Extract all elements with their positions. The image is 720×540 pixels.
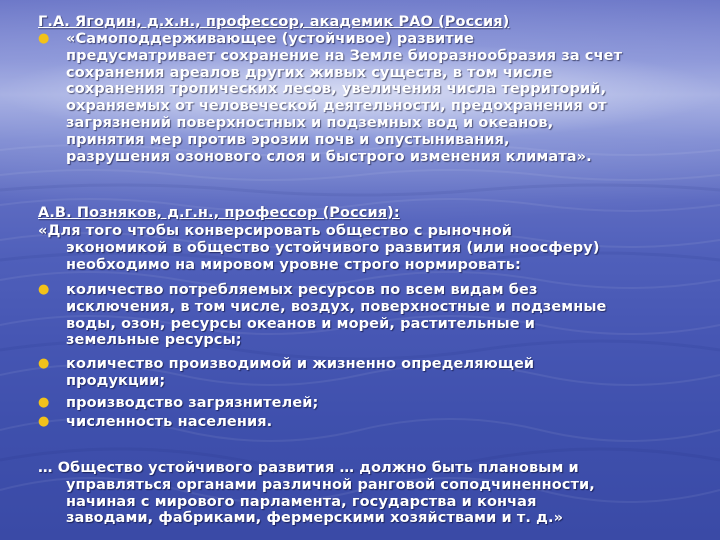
closing-quote-text: … Общество устойчивого развития … должно быть плановым и управляться органами различной ранговой соподчиненности, начиная с мирового парламента, государства и кончая заводами, фабриками, фермерскими хозяйствами и т. д.» xyxy=(38,460,595,527)
bullet-dot-icon: ● xyxy=(38,414,50,429)
closing-quote xyxy=(38,460,698,527)
norm-list-item xyxy=(38,414,698,431)
norm-list-item xyxy=(38,282,698,349)
bullet-dot-icon: ● xyxy=(38,282,50,297)
yagodin-quote xyxy=(38,31,698,165)
norm-item-production: количество производимой и жизненно определяющей продукции; xyxy=(66,356,535,389)
poznyakov-intro xyxy=(38,223,698,273)
norm-list-item xyxy=(38,356,698,390)
bullet-dot-icon: ● xyxy=(38,31,50,46)
norm-item-pollutants: производство загрязнителей; xyxy=(66,395,319,411)
author-heading-poznyakov: А.В. Позняков, д.г.н., профессор (Россия): xyxy=(38,205,400,221)
author-heading-yagodin: Г.А. Ягодин, д.х.н., профессор, академик РАО (Россия) xyxy=(38,14,510,30)
norm-item-resources: количество потребляемых ресурсов по всем видам без исключения, в том числе, воздух, поверхностные и подземные воды, озон, ресурсы океанов и морей, растительные и земельные ресурсы; xyxy=(66,282,607,349)
yagodin-quote-text: «Самоподдерживающее (устойчивое) развитие предусматривает сохранение на Земле биоразнообразия за счет сохранения ареалов других живых существ, в том числе сохранения тропических лесов, увеличения числа территорий, охраняемых от человеческой деятельности, предохранения от загрязнений поверхностных и подземных вод и океанов, принятия мер против эрозии почв и опустынивания, разрушения озонового слоя и быстрого изменения климата». xyxy=(66,31,623,165)
bullet-dot-icon: ● xyxy=(38,356,50,371)
norm-list-item xyxy=(38,395,698,412)
bullet-dot-icon: ● xyxy=(38,395,50,410)
poznyakov-intro-text: «Для того чтобы конверсировать общество с рыночной экономикой в общество устойчивого развития (или ноосферу) необходимо на мировом уровне строго нормировать: xyxy=(38,223,600,273)
norm-item-population: численность населения. xyxy=(66,414,273,430)
